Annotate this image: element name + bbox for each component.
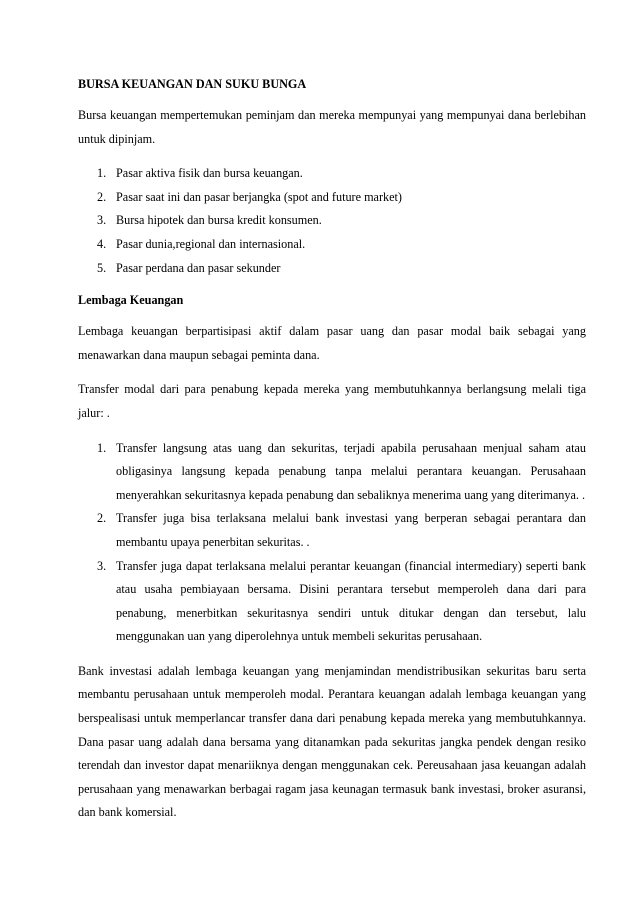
list-number: 3. [97,213,107,228]
list-item-text: Pasar dunia,regional dan internasional. [116,236,306,251]
list-item-text: Pasar aktiva fisik dan bursa keuangan. [116,166,303,181]
market-list [78,162,586,280]
document-title: BURSA KEUANGAN DAN SUKU BUNGA [78,77,307,91]
list-number: 1. [97,440,107,455]
list-item [78,437,586,508]
intro-paragraph: Bursa keuangan mempertemukan peminjam dan mereka mempunyai yang mempunyai dana berlebihan untuk dipinjam. [78,108,586,146]
list-item [78,233,586,257]
list-number: 3. [97,558,107,573]
document-page [78,60,586,825]
section-heading: Lembaga Keuangan [78,293,184,308]
list-number: 2. [97,189,107,204]
list-number: 5. [97,260,107,275]
list-item-text: Transfer langsung atas uang dan sekuritas, terjadi apabila perusahaan menjual saham atau obligasinya langsung kepada penabung tanpa melalui perantara keuangan. Perusahaan menyerahkan sekuritasnya kepada penabung dan sebaliknya menerima uang yang diterimanya. . [116,440,586,502]
list-item-text: Transfer juga dapat terlaksana melalui perantar keuangan (financial intermediary) seperti bank atau usaha pembiayaan bersama. Disini perantara tersebut memperoleh dana dari para penabung, menerbitkan sekuritasnya sendiri untuk ditukar dengan dan tersebut, lalu menggunakan uan yang diperolehnya untuk membeli sekuritas perusahaan. [116,558,586,644]
bank-paragraph: Bank investasi adalah lembaga keuangan yang menjamindan mendistribusikan sekuritas baru serta membantu perusahaan untuk memperoleh modal. Perantara keuangan adalah lembaga keuangan yang berspealisasi untuk memperlancar transfer dana dari penabung kepada mereka yang membutuhkannya. Dana pasar uang adalah dana bersama yang ditanamkan pada sekuritas jangka pendek dengan resiko terendah dan investor dapat menariiknya dengan menggunakan cek. Pereusahaan jasa keuangan adalah perusahaan yang menawarkan berbagai ragam jasa keunagan termasuk bank investasi, broker asuransi, dan bank komersial. [78,663,586,820]
list-number: 4. [97,236,107,251]
list-item-text: Transfer juga bisa terlaksana melalui bank investasi yang berperan sebagai perantara dan membantu upaya penerbitan sekuritas. . [116,511,586,549]
list-item [78,507,586,554]
list-item [78,257,586,281]
list-item-text: Pasar perdana dan pasar sekunder [116,260,281,275]
list-item-text: Bursa hipotek dan bursa kredit konsumen. [116,213,322,228]
lembaga-paragraph: Lembaga keuangan berpartisipasi aktif dalam pasar uang dan pasar modal baik sebagai yang menawarkan dana maupun sebagai peminta dana. [78,324,586,362]
list-number: 1. [97,166,107,181]
list-item [78,209,586,233]
list-item-text: Pasar saat ini dan pasar berjangka (spot and future market) [116,189,402,204]
transfer-paragraph: Transfer modal dari para penabung kepada mereka yang membutuhkannya berlangsung melali tiga jalur: . [78,382,586,420]
transfer-list [78,437,586,649]
list-item [78,162,586,186]
list-number: 2. [97,511,107,526]
list-item [78,186,586,210]
list-item [78,555,586,649]
